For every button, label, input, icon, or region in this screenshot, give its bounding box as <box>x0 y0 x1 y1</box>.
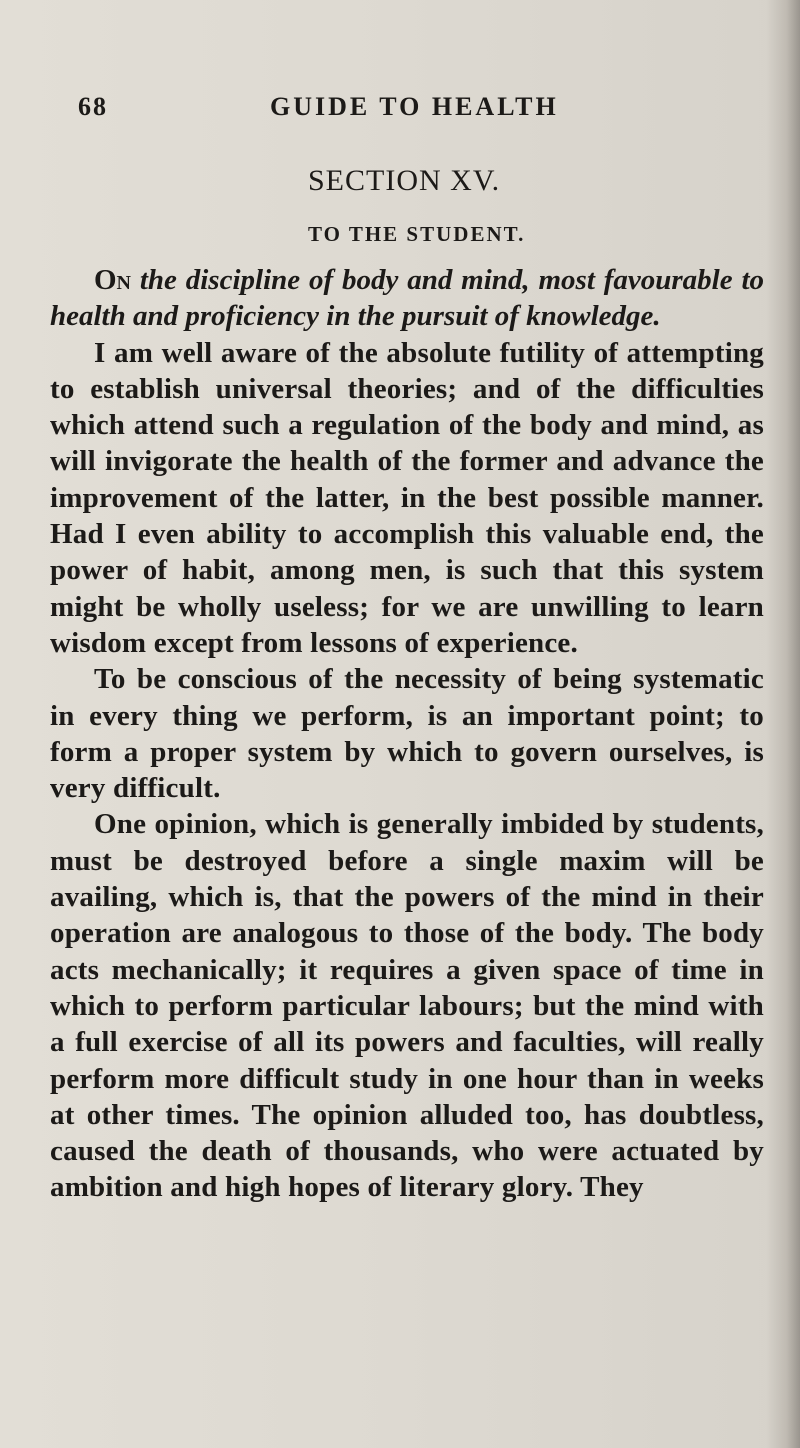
subject-lead: On <box>94 264 132 296</box>
paragraph: To be conscious of the necessity of being systematic in every thing we perform, is an important point; to form a proper system by which to govern ourselves, is very difficult. <box>50 663 764 805</box>
paragraph: I am well aware of the absolute futility of attempting to establish universal theories; and of the difficulties which attend such a regulation of the body and mind, as will invigorate the health of the former and advance the improvement of the latter, in the best possible manner. Had I even ability to accomplish this valuable end, the power of habit, among men, is such that this system might be wholly useless; for we are unwilling to learn wisdom except from lessons of experience. <box>50 336 764 659</box>
subject-rest: the discipline of body and mind, most favourable to health and proficiency in the pursuit of knowledge. <box>50 264 764 333</box>
body-text <box>50 262 764 1206</box>
page-number: 68 <box>78 92 108 121</box>
section-title: SECTION XV. <box>308 164 501 197</box>
section-addressee: TO THE STUDENT. <box>308 222 526 246</box>
section-subject <box>50 262 764 335</box>
running-title: GUIDE TO HEALTH <box>270 92 559 121</box>
paragraph: One opinion, which is generally imbided by students, must be destroyed before a single maxim will be availing, which is, that the powers of the mind in their operation are analogous to those of the body. The body acts mechanically; it requires a given space of time in which to perform particular labours; but the mind with a full exercise of all its powers and faculties, will really perform more difficult study in one hour than in weeks at other times. The opinion alluded too, has doubtless, caused the death of thousands, who were actuated by ambition and high hopes of literary glory. They <box>50 808 764 1204</box>
running-head <box>78 92 718 132</box>
page-edge-shadow <box>766 0 800 1448</box>
